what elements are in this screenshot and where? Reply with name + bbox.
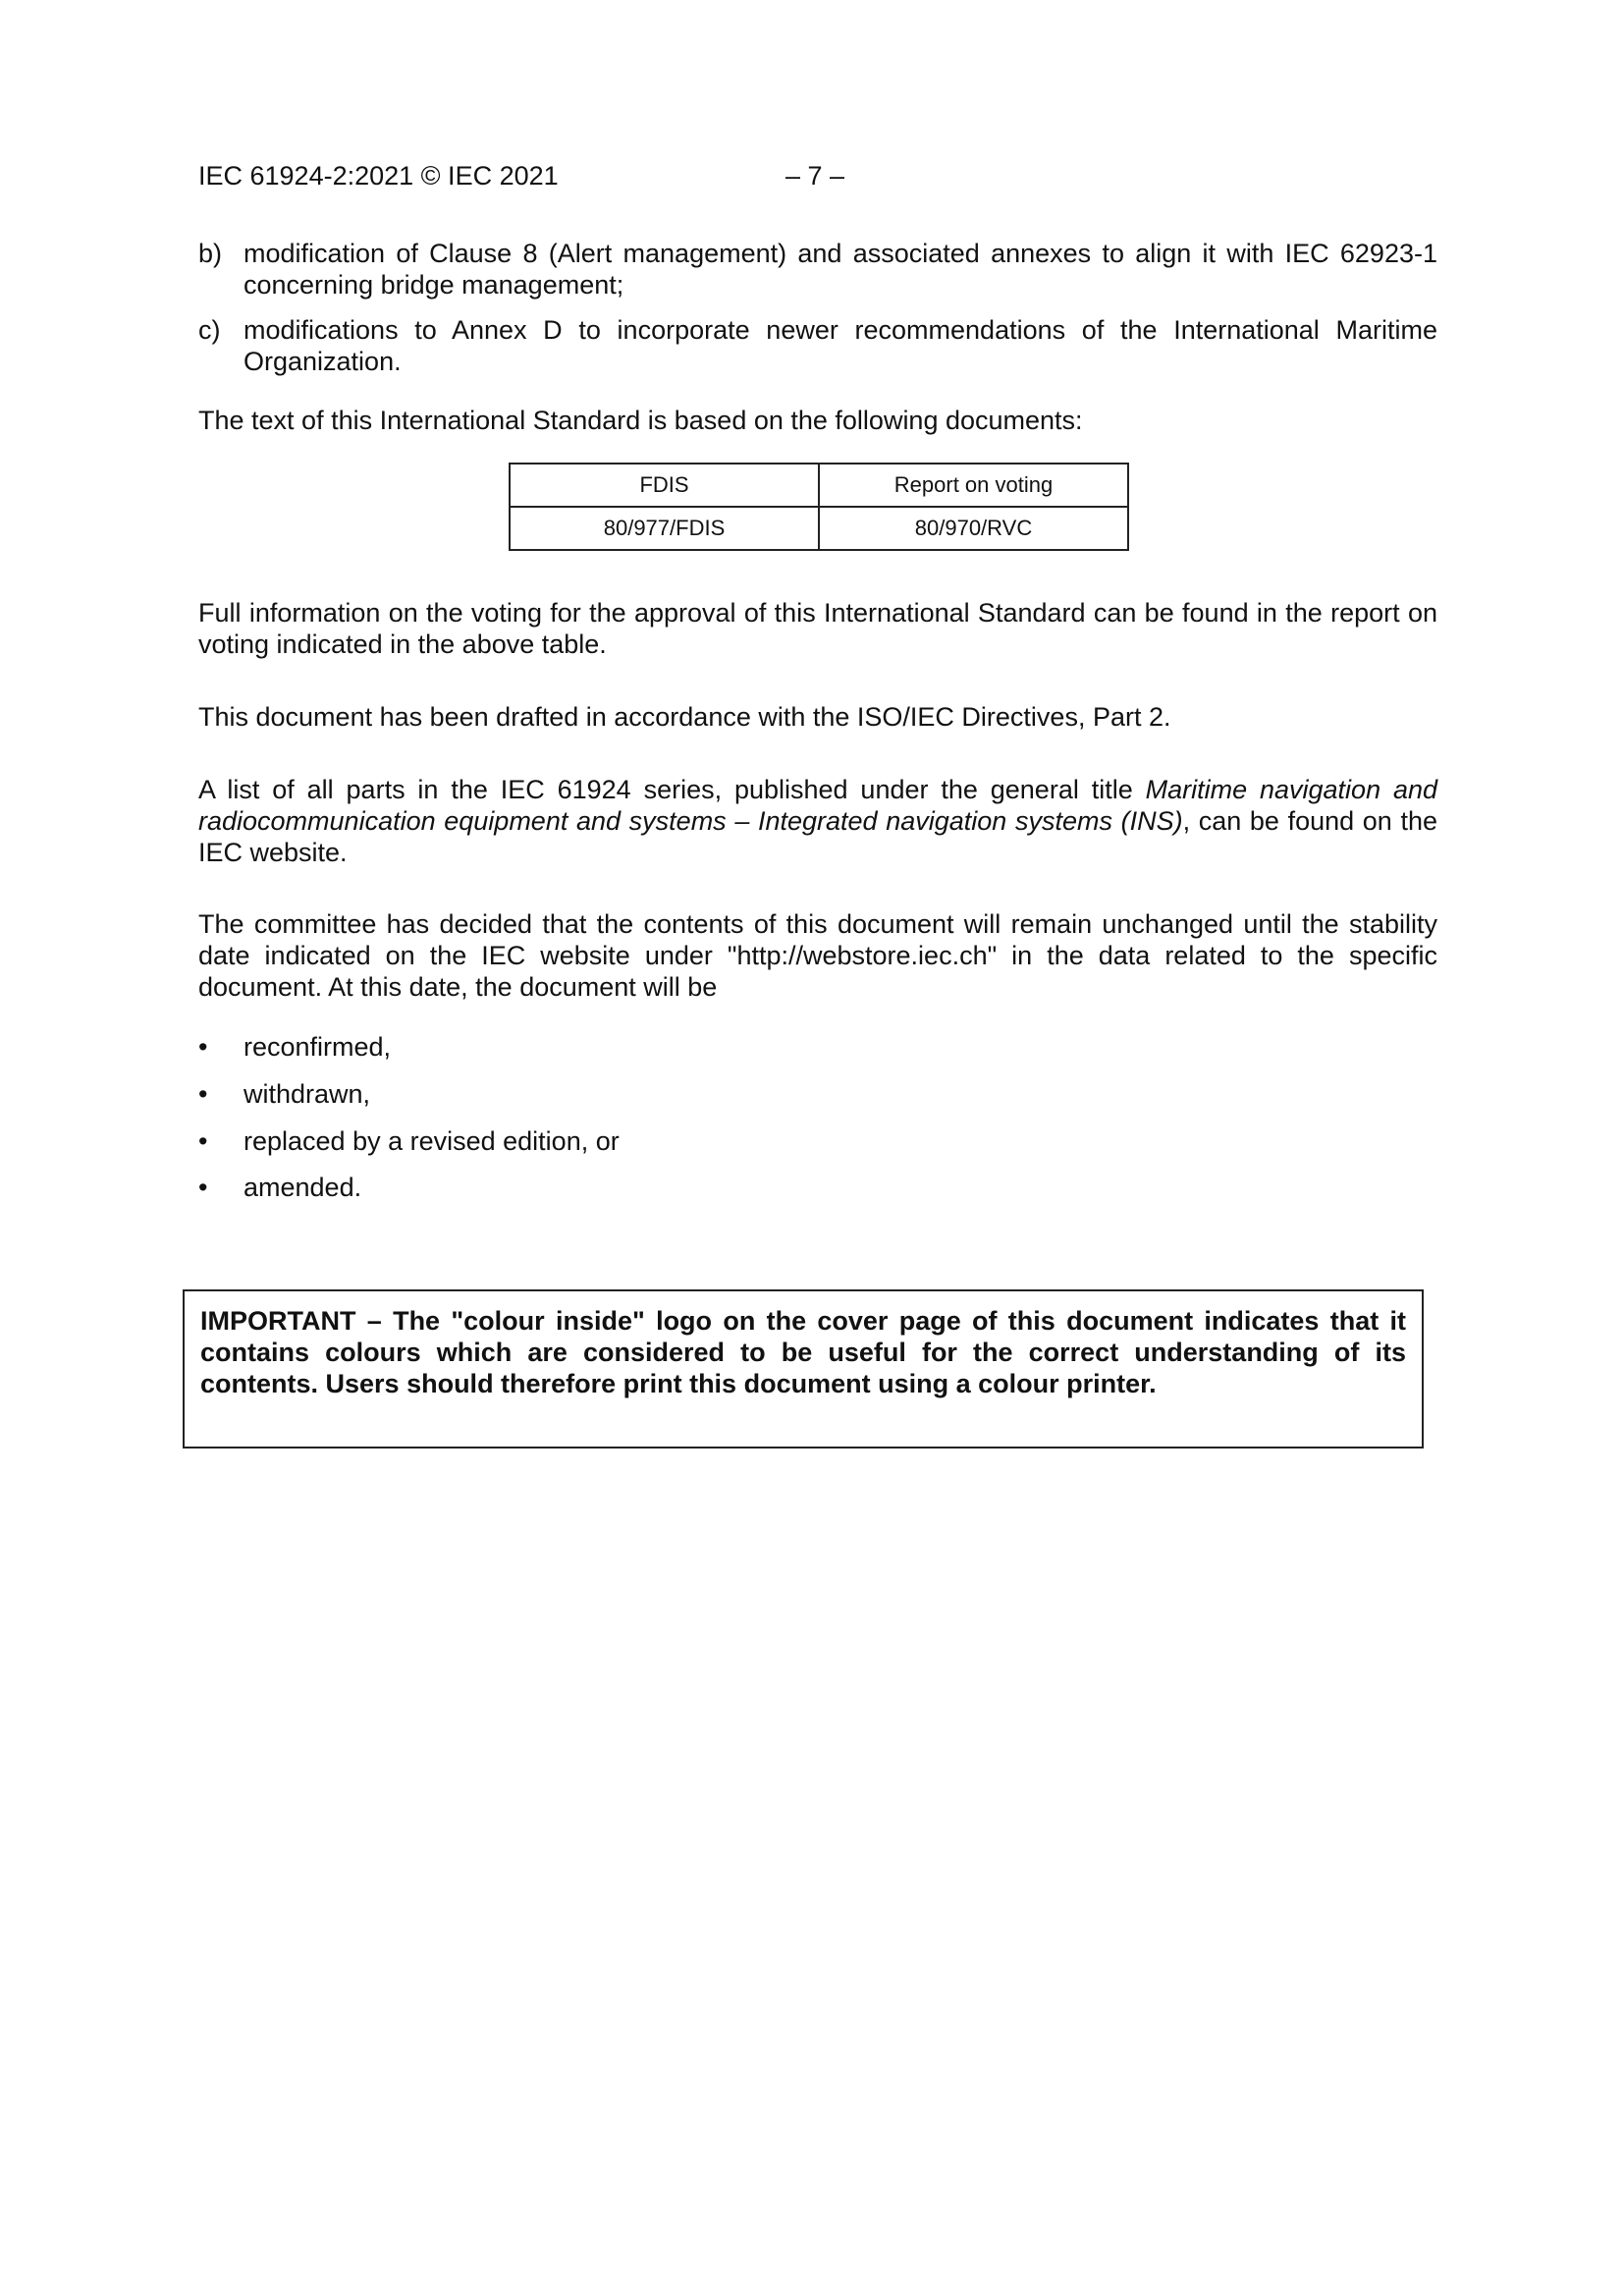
list-item xyxy=(198,1172,361,1203)
list-item-text: reconfirmed, xyxy=(243,1032,392,1062)
change-item-text: modification of Clause 8 (Alert management) and associated annexes to align it with IEC 62923-1 concerning bridge management; xyxy=(243,239,1437,300)
table-row xyxy=(510,507,1128,550)
table-cell: 80/977/FDIS xyxy=(510,507,819,550)
series-note-before: A list of all parts in the IEC 61924 series, published under the general title xyxy=(198,775,1146,804)
table-header-row xyxy=(510,464,1128,507)
change-item-b xyxy=(198,238,1437,301)
drafting-note-paragraph: This document has been drafted in accordance with the ISO/IEC Directives, Part 2. xyxy=(198,702,1171,732)
documents-table xyxy=(509,463,1129,551)
bullet-icon: • xyxy=(198,1173,208,1202)
change-item-label: b) xyxy=(198,239,223,268)
list-item-text: replaced by a revised edition, or xyxy=(243,1126,620,1156)
change-item-c xyxy=(198,314,1437,377)
stability-note-paragraph: The committee has decided that the contents of this document will remain unchanged until the stability date indicated on the IEC website under "http://webstore.iec.ch" in the data related to the specific document. At this date, the document will be xyxy=(198,909,1437,1002)
header-doc-id: IEC 61924-2:2021 © IEC 2021 xyxy=(198,161,559,191)
voting-info-paragraph: Full information on the voting for the approval of this International Standard can be found in the report on voting indicated in the above table. xyxy=(198,598,1437,659)
table-header-cell: FDIS xyxy=(510,464,819,507)
table-header-cell: Report on voting xyxy=(819,464,1128,507)
list-item-text: withdrawn, xyxy=(243,1079,371,1109)
change-item-text: modifications to Annex D to incorporate newer recommendations of the International Maritime Organization. xyxy=(243,315,1437,376)
list-item xyxy=(198,1031,391,1063)
change-item-label: c) xyxy=(198,315,221,345)
series-title: Maritime navigation and radiocommunication equipment and systems – Integrated navigation systems (INS) xyxy=(198,775,1438,836)
bullet-icon: • xyxy=(198,1126,208,1156)
bullet-icon: • xyxy=(198,1079,208,1109)
intro-text: The text of this International Standard is based on the following documents: xyxy=(198,406,1083,435)
important-notice-box: IMPORTANT – The "colour inside" logo on the cover page of this document indicates that it contains colours which are considered to be useful for the correct understanding of its contents. Users should therefore print this document using a colour printer. xyxy=(183,1289,1424,1449)
bullet-icon: • xyxy=(198,1032,208,1062)
list-item xyxy=(198,1078,370,1110)
header-page-number: – 7 – xyxy=(785,161,845,191)
table-cell: 80/970/RVC xyxy=(819,507,1128,550)
list-item xyxy=(198,1125,620,1157)
series-note-after: , can be found on the IEC website. xyxy=(198,806,1437,867)
list-item-text: amended. xyxy=(243,1173,362,1202)
series-note-paragraph xyxy=(198,774,1437,868)
